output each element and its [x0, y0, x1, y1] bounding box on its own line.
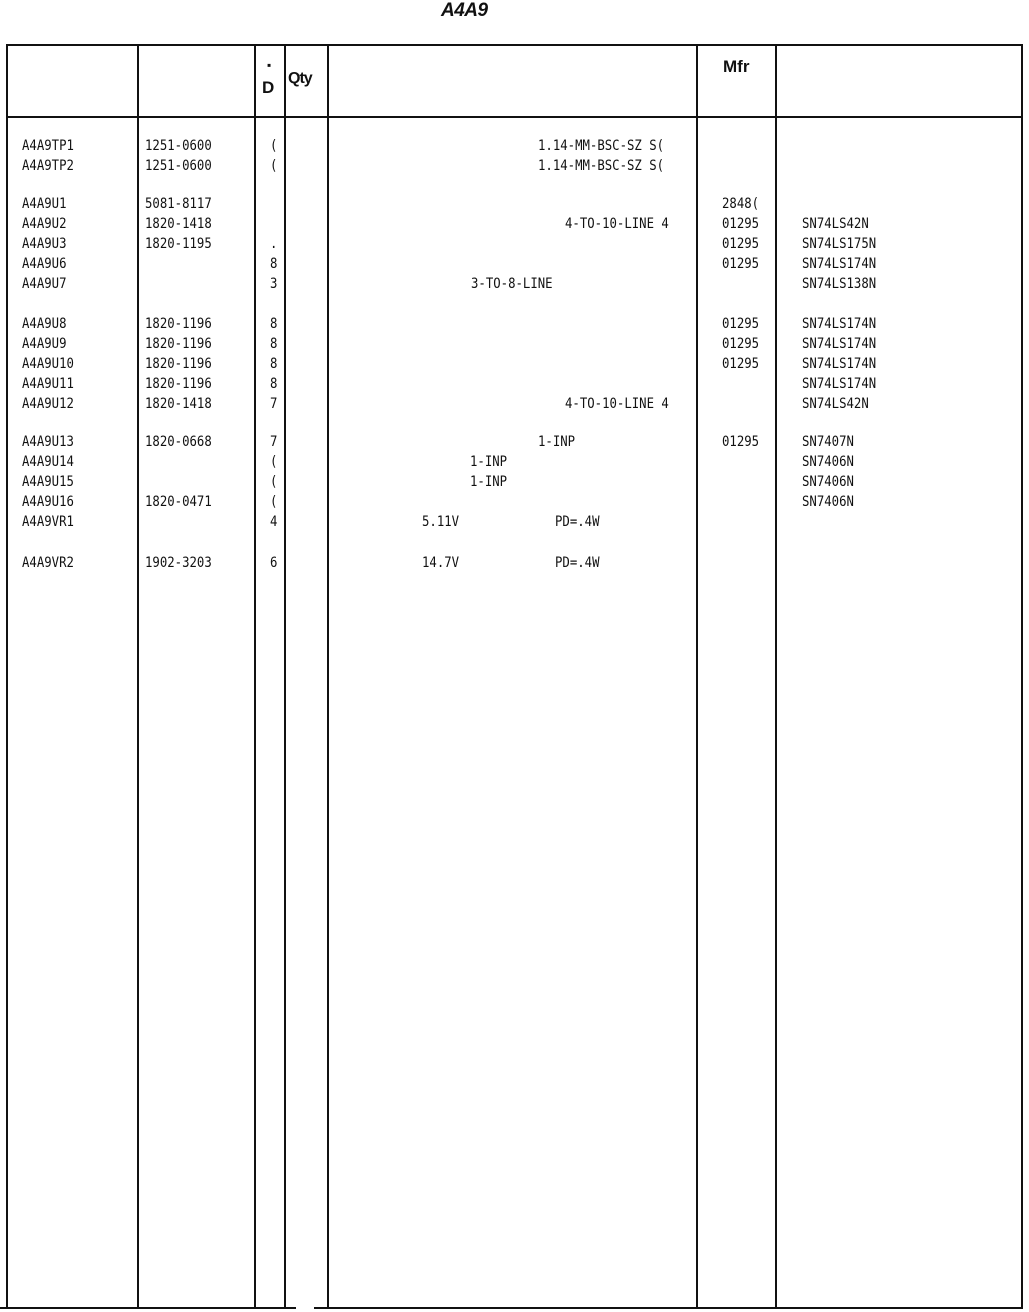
column-divider-1 [137, 44, 139, 1309]
table-left-border [6, 44, 8, 1309]
description-text: 14.7V [422, 555, 460, 571]
reference-designator: A4A9U1 [22, 196, 67, 212]
part-number: 1902-3203 [145, 555, 212, 571]
description-text: 1.14-MM-BSC-SZ S( [538, 138, 665, 154]
table-right-border [1021, 44, 1023, 1309]
table-top-border [6, 44, 1023, 46]
reference-designator: A4A9U10 [22, 356, 74, 372]
description-text: PD=.4W [555, 555, 600, 571]
manufacturer-part-number: SN74LS174N [802, 356, 877, 372]
check-digit: 4 [270, 514, 278, 530]
manufacturer-part-number: SN74LS42N [802, 396, 869, 412]
reference-designator: A4A9VR1 [22, 514, 74, 530]
reference-designator: A4A9TP1 [22, 138, 74, 154]
check-digit: 8 [270, 336, 278, 352]
check-digit: 8 [270, 316, 278, 332]
manufacturer-part-number: SN7406N [802, 454, 854, 470]
manufacturer-part-number: SN7406N [802, 494, 854, 510]
manufacturer-code: 2848( [722, 196, 760, 212]
reference-designator: A4A9U6 [22, 256, 67, 272]
reference-designator: A4A9U11 [22, 376, 74, 392]
table-bottom-border-right [314, 1307, 1023, 1309]
part-number: 1820-1196 [145, 376, 212, 392]
reference-designator: A4A9U7 [22, 276, 67, 292]
description-text: PD=.4W [555, 514, 600, 530]
check-digit: 7 [270, 396, 278, 412]
manufacturer-part-number: SN74LS174N [802, 316, 877, 332]
part-number: 1820-1195 [145, 236, 212, 252]
manufacturer-part-number: SN74LS138N [802, 276, 877, 292]
check-digit: . [270, 236, 278, 252]
manufacturer-part-number: SN7407N [802, 434, 854, 450]
check-digit: ( [270, 158, 278, 174]
header-qty: Qty [288, 70, 312, 87]
description-text: 4-TO-10-LINE 4 [565, 396, 669, 412]
reference-designator: A4A9U15 [22, 474, 74, 490]
header-cd-tick: ▪ [267, 58, 272, 72]
reference-designator: A4A9VR2 [22, 555, 74, 571]
part-number: 1820-0668 [145, 434, 212, 450]
part-number: 1820-1196 [145, 316, 212, 332]
manufacturer-part-number: SN74LS174N [802, 256, 877, 272]
manufacturer-code: 01295 [722, 216, 760, 232]
description-text: 1-INP [470, 454, 508, 470]
description-text: 3-TO-8-LINE [471, 276, 553, 292]
part-number: 1820-1418 [145, 216, 212, 232]
description-text: 4-TO-10-LINE 4 [565, 216, 669, 232]
check-digit: 6 [270, 555, 278, 571]
manufacturer-part-number: SN74LS175N [802, 236, 877, 252]
manufacturer-code: 01295 [722, 356, 760, 372]
part-number: 1251-0600 [145, 138, 212, 154]
column-divider-2 [254, 44, 256, 1309]
description-text: 5.11V [422, 514, 460, 530]
manufacturer-part-number: SN7406N [802, 474, 854, 490]
reference-designator: A4A9U2 [22, 216, 67, 232]
check-digit: ( [270, 494, 278, 510]
column-divider-3 [284, 44, 286, 1309]
reference-designator: A4A9U12 [22, 396, 74, 412]
check-digit: 3 [270, 276, 278, 292]
reference-designator: A4A9U14 [22, 454, 74, 470]
part-number: 1820-1196 [145, 336, 212, 352]
manufacturer-part-number: SN74LS174N [802, 336, 877, 352]
manufacturer-part-number: SN74LS42N [802, 216, 869, 232]
header-cd: D [262, 78, 275, 97]
check-digit: ( [270, 138, 278, 154]
description-text: 1-INP [470, 474, 508, 490]
reference-designator: A4A9U16 [22, 494, 74, 510]
column-divider-5 [696, 44, 698, 1309]
check-digit: ( [270, 454, 278, 470]
part-number: 1820-1418 [145, 396, 212, 412]
description-text: 1-INP [538, 434, 576, 450]
part-number: 1251-0600 [145, 158, 212, 174]
part-number: 1820-0471 [145, 494, 212, 510]
check-digit: 8 [270, 356, 278, 372]
column-divider-6 [775, 44, 777, 1309]
reference-designator: A4A9U13 [22, 434, 74, 450]
manufacturer-code: 01295 [722, 434, 760, 450]
header-bottom-border [6, 116, 1023, 118]
manufacturer-code: 01295 [722, 256, 760, 272]
header-mfr: Mfr [723, 57, 750, 76]
check-digit: ( [270, 474, 278, 490]
manufacturer-code: 01295 [722, 336, 760, 352]
reference-designator: A4A9U3 [22, 236, 67, 252]
part-number: 1820-1196 [145, 356, 212, 372]
table-bottom-border-left [0, 1307, 296, 1309]
column-divider-4 [327, 44, 329, 1309]
page-title: A4A9 [441, 0, 488, 21]
reference-designator: A4A9U8 [22, 316, 67, 332]
description-text: 1.14-MM-BSC-SZ S( [538, 158, 665, 174]
check-digit: 8 [270, 256, 278, 272]
manufacturer-code: 01295 [722, 316, 760, 332]
manufacturer-code: 01295 [722, 236, 760, 252]
check-digit: 8 [270, 376, 278, 392]
reference-designator: A4A9U9 [22, 336, 67, 352]
check-digit: 7 [270, 434, 278, 450]
reference-designator: A4A9TP2 [22, 158, 74, 174]
manufacturer-part-number: SN74LS174N [802, 376, 877, 392]
part-number: 5081-8117 [145, 196, 212, 212]
